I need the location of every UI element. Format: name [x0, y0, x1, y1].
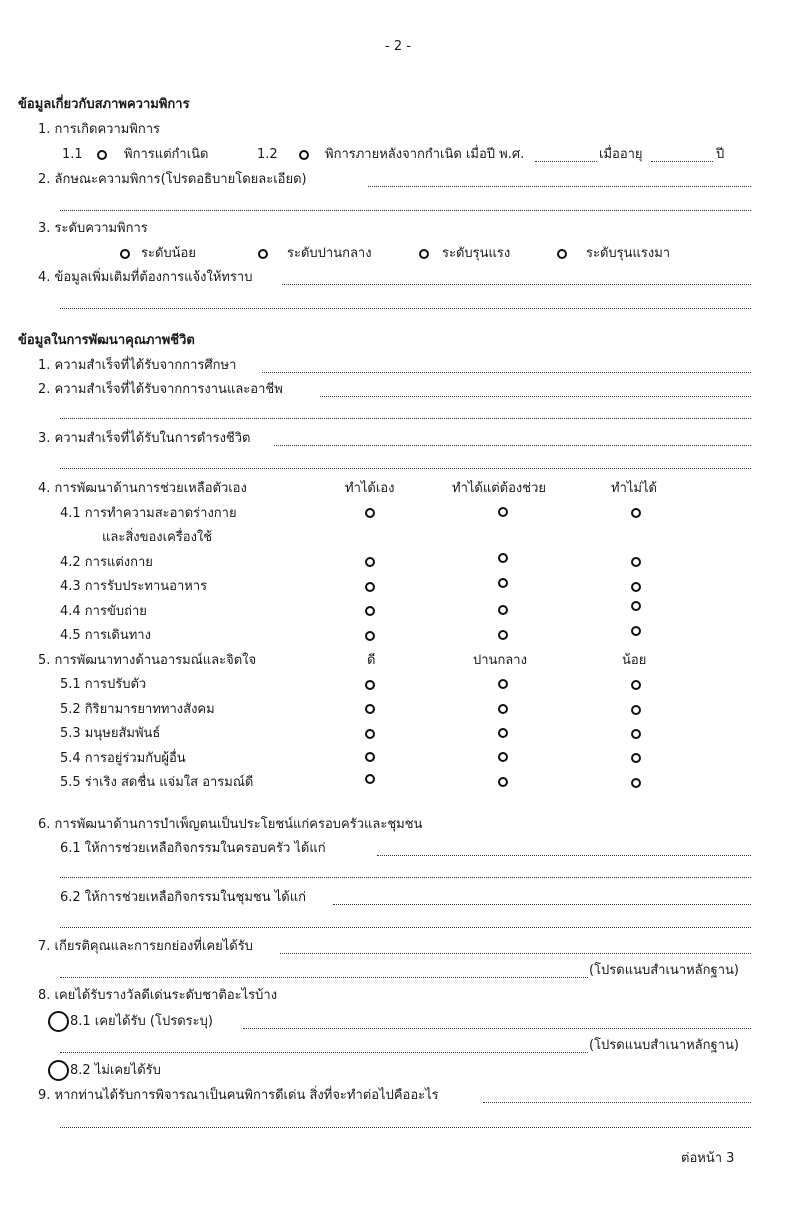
radio-acquired[interactable]: [299, 150, 309, 160]
item-4-1-label: 4.1 การทำความสะอาดร่างกาย: [60, 506, 237, 521]
col-low: น้อย: [622, 653, 647, 668]
section-title-disability: ข้อมูลเกี่ยวกับสภาพความพิการ: [18, 97, 190, 112]
family-activity-field[interactable]: [377, 855, 751, 856]
col-self: ทำได้เอง: [345, 481, 395, 496]
radio-5-3-medium[interactable]: [498, 728, 508, 738]
radio-5-3-low[interactable]: [631, 729, 641, 739]
item-5-1-label: 5.1 การปรับตัว: [60, 677, 147, 692]
radio-5-5-low[interactable]: [631, 778, 641, 788]
honors-attach-note: (โปรดแนบสำเนาหลักฐาน): [589, 963, 739, 978]
award-detail-field[interactable]: [243, 1028, 751, 1029]
radio-5-3-good[interactable]: [365, 729, 375, 739]
radio-award-never[interactable]: [48, 1060, 69, 1081]
continue-next-page: ต่อหน้า 3: [681, 1151, 735, 1166]
future-plan-field[interactable]: [483, 1102, 751, 1103]
additional-info-field[interactable]: [282, 284, 751, 285]
option-acquired-label: พิการภายหลังจากกำเนิด เมื่อปี พ.ศ.: [325, 147, 525, 162]
radio-level-very-severe[interactable]: [557, 249, 567, 259]
radio-5-4-low[interactable]: [631, 753, 641, 763]
community-activity-field[interactable]: [333, 904, 751, 905]
honors-field-2[interactable]: [60, 977, 588, 978]
q2-5-label: 5. การพัฒนาทางด้านอารมณ์และจิตใจ: [38, 653, 257, 668]
item-4-3-label: 4.3 การรับประทานอาหาร: [60, 579, 208, 594]
community-activity-field-2[interactable]: [60, 927, 751, 928]
honors-field[interactable]: [280, 953, 751, 954]
q2-2-label: 2. ความสำเร็จที่ได้รับจากการงานและอาชีพ: [38, 382, 283, 397]
item-5-4-label: 5.4 การอยู่ร่วมกับผู้อื่น: [60, 751, 186, 766]
radio-5-4-medium[interactable]: [498, 752, 508, 762]
radio-level-mild[interactable]: [120, 249, 130, 259]
radio-4-4-self[interactable]: [365, 606, 375, 616]
career-achievement-field[interactable]: [320, 396, 751, 397]
q2-4-label: 4. การพัฒนาด้านการช่วยเหลือตัวเอง: [38, 481, 247, 496]
item-5-2-label: 5.2 กิริยามารยาททางสังคม: [60, 702, 215, 717]
item-4-1-cont-label: และสิ่งของเครื่องใช้: [102, 530, 213, 545]
item-4-5-label: 4.5 การเดินทาง: [60, 628, 151, 643]
radio-4-2-self[interactable]: [365, 557, 375, 567]
level-moderate-label: ระดับปานกลาง: [287, 246, 372, 261]
radio-4-3-self[interactable]: [365, 582, 375, 592]
q2-6-1-label: 6.1 ให้การช่วยเหลือกิจกรรมในครอบครัว ได้แก่: [60, 841, 326, 856]
radio-4-1-help[interactable]: [498, 507, 508, 517]
radio-5-4-good[interactable]: [365, 752, 375, 762]
q2-1-label: 1. ความสำเร็จที่ได้รับจากการศึกษา: [38, 358, 237, 373]
question-1-label: 1. การเกิดความพิการ: [38, 122, 161, 137]
option-1-2-number: 1.2: [257, 147, 278, 162]
disability-description-field[interactable]: [368, 186, 751, 187]
radio-4-3-cannot[interactable]: [631, 582, 641, 592]
living-achievement-field[interactable]: [274, 445, 751, 446]
future-plan-field-2[interactable]: [60, 1127, 751, 1128]
radio-4-4-cannot[interactable]: [631, 601, 641, 611]
radio-4-1-self[interactable]: [365, 508, 375, 518]
question-3-label: 3. ระดับความพิการ: [38, 221, 148, 236]
radio-5-2-good[interactable]: [365, 704, 375, 714]
radio-4-5-self[interactable]: [365, 631, 375, 641]
section-title-quality-of-life: ข้อมูลในการพัฒนาคุณภาพชีวิต: [18, 333, 195, 348]
q2-8-label: 8. เคยได้รับรางวัลดีเด่นระดับชาติอะไรบ้าง: [38, 988, 278, 1003]
radio-5-5-good[interactable]: [365, 774, 375, 784]
award-never-label: 8.2 ไม่เคยได้รับ: [70, 1063, 161, 1078]
radio-5-2-low[interactable]: [631, 705, 641, 715]
family-activity-field-2[interactable]: [60, 877, 751, 878]
option-congenital-label: พิการแต่กำเนิด: [124, 147, 209, 162]
age-unit-label: ปี: [716, 147, 725, 162]
radio-congenital[interactable]: [97, 150, 107, 160]
question-2-label: 2. ลักษณะความพิการ(โปรดอธิบายโดยละเอียด): [38, 172, 307, 187]
radio-4-2-cannot[interactable]: [631, 557, 641, 567]
q2-7-label: 7. เกียรติคุณและการยกย่องที่เคยได้รับ: [38, 939, 253, 954]
age-field[interactable]: [651, 161, 713, 162]
level-severe-label: ระดับรุนแรง: [442, 246, 511, 261]
item-5-5-label: 5.5 ร่าเริง สดชื่น แจ่มใส อารมณ์ดี: [60, 775, 254, 790]
question-4-label: 4. ข้อมูลเพิ่มเติมที่ต้องการแจ้งให้ทราบ: [38, 270, 253, 285]
page-number: - 2 -: [385, 39, 411, 54]
q2-9-label: 9. หากท่านได้รับการพิจารณาเป็นคนพิการดีเด่น สิ่งที่จะทำต่อไปคืออะไร: [38, 1088, 439, 1103]
radio-4-2-help[interactable]: [498, 553, 508, 563]
item-4-2-label: 4.2 การแต่งกาย: [60, 555, 153, 570]
disability-description-field-2[interactable]: [60, 210, 751, 211]
career-achievement-field-2[interactable]: [60, 418, 751, 419]
radio-level-moderate[interactable]: [258, 249, 268, 259]
radio-4-4-help[interactable]: [498, 605, 508, 615]
item-4-4-label: 4.4 การขับถ่าย: [60, 604, 147, 619]
level-mild-label: ระดับน้อย: [141, 246, 196, 261]
education-achievement-field[interactable]: [262, 372, 751, 373]
col-good: ดี: [367, 653, 376, 668]
radio-5-5-medium[interactable]: [498, 777, 508, 787]
q2-6-2-label: 6.2 ให้การช่วยเหลือกิจกรรมในชุมชน ได้แก่: [60, 890, 306, 905]
radio-level-severe[interactable]: [419, 249, 429, 259]
living-achievement-field-2[interactable]: [60, 468, 751, 469]
q2-6-label: 6. การพัฒนาด้านการบำเพ็ญตนเป็นประโยชน์แก่ครอบครัวและชุมชน: [38, 817, 423, 832]
radio-5-1-medium[interactable]: [498, 679, 508, 689]
radio-award-received[interactable]: [48, 1011, 69, 1032]
year-field[interactable]: [535, 161, 597, 162]
radio-4-1-cannot[interactable]: [631, 508, 641, 518]
level-very-severe-label: ระดับรุนแรงมา: [586, 246, 671, 261]
radio-5-1-low[interactable]: [631, 680, 641, 690]
radio-4-5-cannot[interactable]: [631, 626, 641, 636]
col-cannot: ทำไม่ได้: [611, 481, 657, 496]
col-medium: ปานกลาง: [473, 653, 527, 668]
item-5-3-label: 5.3 มนุษยสัมพันธ์: [60, 726, 161, 741]
award-received-label: 8.1 เคยได้รับ (โปรดระบุ): [70, 1014, 213, 1029]
age-label: เมื่ออายุ: [599, 147, 643, 162]
additional-info-field-2[interactable]: [60, 308, 751, 309]
radio-4-5-help[interactable]: [498, 630, 508, 640]
option-1-1-number: 1.1: [62, 147, 83, 162]
q2-3-label: 3. ความสำเร็จที่ได้รับในการดำรงชีวิต: [38, 431, 251, 446]
award-attach-note: (โปรดแนบสำเนาหลักฐาน): [589, 1038, 739, 1053]
radio-4-3-help[interactable]: [498, 578, 508, 588]
col-with-help: ทำได้แต่ต้องช่วย: [452, 481, 547, 496]
radio-5-2-medium[interactable]: [498, 704, 508, 714]
award-detail-field-2[interactable]: [60, 1052, 588, 1053]
radio-5-1-good[interactable]: [365, 680, 375, 690]
